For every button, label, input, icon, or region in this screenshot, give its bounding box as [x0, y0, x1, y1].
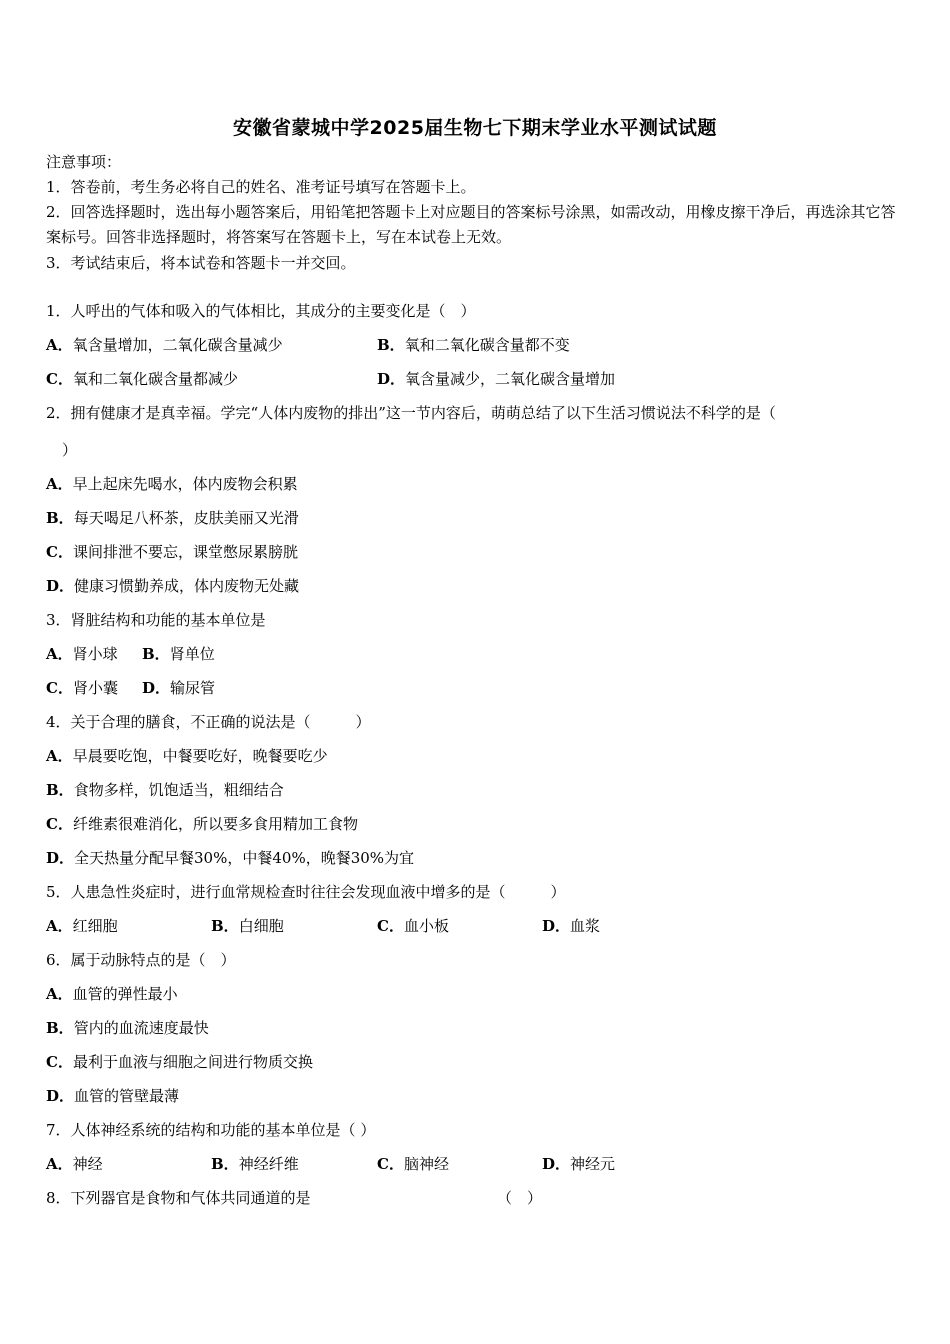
option-text: 课间排泄不要忘，课堂憋尿累膀胱: [72, 543, 298, 561]
option-text: 血浆: [570, 917, 601, 935]
question-2-option-a: [46, 474, 298, 494]
option-label: A．: [46, 645, 73, 663]
option-text: 氧和二氧化碳含量都不变: [404, 336, 570, 354]
question-2-option-d: [46, 576, 299, 596]
option-text: 脑神经: [403, 1155, 449, 1173]
question-5-option-d: [542, 916, 600, 936]
option-label: D．: [46, 1087, 75, 1105]
notice-heading: 注意事项：: [46, 153, 122, 171]
option-text: 血管的管壁最薄: [74, 1087, 180, 1105]
option-label: B．: [211, 1155, 239, 1173]
option-text: 血小板: [403, 917, 449, 935]
option-text: 最利于血液与细胞之间进行物质交换: [72, 1053, 313, 1071]
option-label: A．: [46, 747, 73, 765]
option-label: A．: [46, 336, 73, 354]
question-3-option-b: [142, 644, 215, 664]
question-5-option-c: [377, 916, 449, 936]
option-text: 全天热量分配早餐30%，中餐40%，晚餐30%为宜: [74, 849, 415, 867]
option-text: 白细胞: [238, 917, 284, 935]
question-4-option-b: [46, 780, 284, 800]
question-7-option-d: [542, 1154, 615, 1174]
option-text: 管内的血流速度最快: [73, 1019, 209, 1037]
question-7-option-a: [46, 1154, 103, 1174]
question-1-option-c: [46, 369, 238, 389]
question-3-stem: 3．肾脏结构和功能的基本单位是: [46, 611, 266, 629]
question-4-option-d: [46, 848, 414, 868]
option-text: 肾小球: [72, 645, 118, 663]
notice-item-1: 1．答卷前，考生务必将自己的姓名、准考证号填写在答题卡上。: [46, 178, 476, 196]
question-5-stem: 5．人患急性炎症时，进行血常规检查时往往会发现血液中增多的是（ ）: [46, 883, 566, 901]
option-label: B．: [46, 781, 74, 799]
question-2-stem: 2．拥有健康才是真幸福。学完“人体内废物的排出”这一节内容后，萌萌总结了以下生活习惯说法不科学的是（: [46, 404, 776, 422]
question-2-stem-cont: ）: [62, 441, 78, 459]
question-4-stem: 4．关于合理的膳食，不正确的说法是（ ）: [46, 713, 371, 731]
question-3-option-a: [46, 644, 118, 664]
option-text: 早上起床先喝水，体内废物会积累: [72, 475, 298, 493]
option-label: C．: [46, 543, 73, 561]
option-text: 每天喝足八杯茶，皮肤美丽又光滑: [73, 509, 299, 527]
option-text: 肾小囊: [72, 679, 118, 697]
question-2-option-c: [46, 542, 298, 562]
question-1-option-b: [377, 335, 570, 355]
option-text: 氧含量减少，二氧化碳含量增加: [405, 370, 616, 388]
option-label: C．: [46, 815, 73, 833]
option-text: 神经元: [570, 1155, 616, 1173]
option-label: C．: [377, 1155, 404, 1173]
question-6-option-b: [46, 1018, 209, 1038]
option-label: C．: [46, 679, 73, 697]
option-text: 健康习惯勤养成，体内废物无处藏: [74, 577, 300, 595]
option-text: 神经: [72, 1155, 103, 1173]
option-label: D．: [46, 849, 75, 867]
question-6-option-d: [46, 1086, 179, 1106]
question-5-option-b: [211, 916, 284, 936]
notice-item-2: 2．回答选择题时，选出每小题答案后，用铅笔把答题卡上对应题目的答案标号涂黑，如需改动，用橡皮擦干净后，再选涂其它答案标号。回答非选择题时，将答案写在答题卡上，写在本试卷上无效。: [46, 203, 896, 246]
option-label: A．: [46, 985, 73, 1003]
option-text: 氧含量增加，二氧化碳含量减少: [72, 336, 283, 354]
question-7-stem: 7．人体神经系统的结构和功能的基本单位是（ ）: [46, 1121, 376, 1139]
question-5-option-a: [46, 916, 118, 936]
option-text: 输尿管: [170, 679, 216, 697]
question-1-option-d: [377, 369, 615, 389]
question-2-option-b: [46, 508, 299, 528]
option-label: A．: [46, 1155, 73, 1173]
option-label: D．: [377, 370, 406, 388]
option-label: D．: [542, 1155, 571, 1173]
option-label: A．: [46, 475, 73, 493]
notice-item-3: 3．考试结束后，将本试卷和答题卡一并交回。: [46, 254, 356, 272]
option-label: B．: [142, 645, 170, 663]
question-8-stem: 8．下列器官是食物和气体共同通道的是: [46, 1189, 311, 1207]
question-4-option-a: [46, 746, 328, 766]
question-3-option-c: [46, 678, 118, 698]
question-6-option-a: [46, 984, 178, 1004]
question-7-option-b: [211, 1154, 299, 1174]
option-text: 神经纤维: [238, 1155, 299, 1173]
option-label: C．: [377, 917, 404, 935]
option-label: B．: [377, 336, 405, 354]
option-text: 红细胞: [72, 917, 118, 935]
option-label: D．: [142, 679, 171, 697]
option-text: 食物多样，饥饱适当，粗细结合: [73, 781, 284, 799]
question-7-option-c: [377, 1154, 449, 1174]
option-label: B．: [211, 917, 239, 935]
question-1-option-a: [46, 335, 283, 355]
option-text: 肾单位: [169, 645, 215, 663]
exam-title: 安徽省蒙城中学2025届生物七下期末学业水平测试试题: [233, 117, 717, 139]
option-label: D．: [46, 577, 75, 595]
question-1-stem: 1．人呼出的气体和吸入的气体相比，其成分的主要变化是（ ）: [46, 302, 476, 320]
option-label: C．: [46, 370, 73, 388]
option-label: D．: [542, 917, 571, 935]
option-label: B．: [46, 509, 74, 527]
question-8-blank: （ ）: [497, 1189, 543, 1207]
question-4-option-c: [46, 814, 358, 834]
option-text: 纤维素很难消化，所以要多食用精加工食物: [72, 815, 358, 833]
question-6-stem: 6．属于动脉特点的是（ ）: [46, 951, 236, 969]
option-text: 血管的弹性最小: [72, 985, 178, 1003]
question-6-option-c: [46, 1052, 313, 1072]
option-label: A．: [46, 917, 73, 935]
option-label: C．: [46, 1053, 73, 1071]
option-text: 氧和二氧化碳含量都减少: [72, 370, 238, 388]
option-text: 早晨要吃饱，中餐要吃好，晚餐要吃少: [72, 747, 328, 765]
option-label: B．: [46, 1019, 74, 1037]
question-3-option-d: [142, 678, 215, 698]
